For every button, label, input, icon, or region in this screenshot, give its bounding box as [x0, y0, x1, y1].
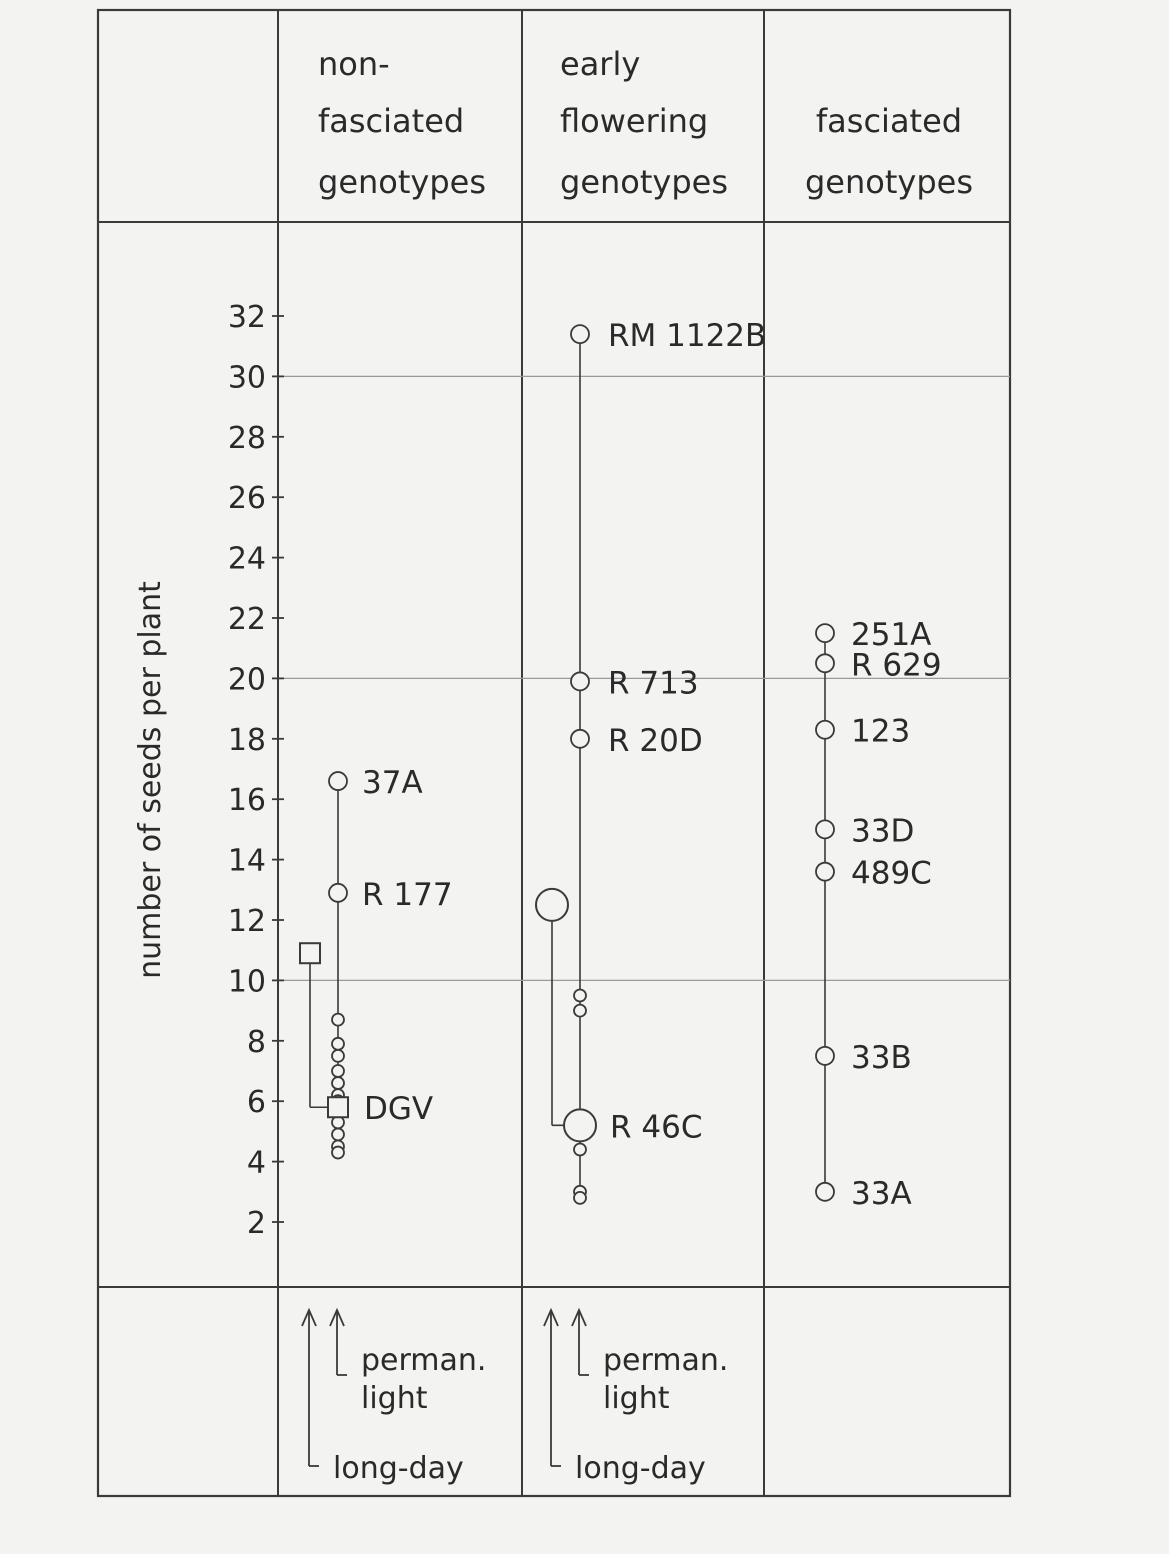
permanent-light-mean-marker — [328, 1097, 348, 1117]
genotype-point — [574, 1192, 586, 1204]
column-header-line: fasciated — [815, 102, 963, 140]
footer-permanent-light-label: light — [361, 1381, 428, 1416]
genotype-point — [574, 1144, 586, 1156]
y-tick-label: 4 — [246, 1145, 266, 1181]
genotype-point — [571, 672, 589, 690]
genotype-label: R 629 — [851, 647, 942, 684]
genotype-label: R 713 — [608, 665, 699, 702]
genotype-point — [574, 990, 586, 1002]
genotype-label: 33B — [851, 1039, 912, 1076]
column-header-line: non- — [318, 45, 390, 83]
column-header-line: fasciated — [318, 102, 465, 140]
genotype-label: DGV — [364, 1091, 434, 1128]
column-header-line: early — [560, 45, 641, 83]
footer-permanent-light-label: perman. — [603, 1343, 729, 1378]
genotype-point — [332, 1038, 344, 1050]
y-tick-label: 18 — [227, 722, 266, 758]
column-header-line: flowering — [560, 102, 709, 140]
y-tick-label: 24 — [227, 541, 266, 577]
permanent-light-mean-marker — [564, 1109, 596, 1141]
footer-long-day-label: long-day — [575, 1451, 706, 1486]
y-tick-label: 8 — [246, 1024, 266, 1060]
genotype-label: 33D — [851, 813, 915, 850]
genotype-point — [816, 624, 834, 642]
long-day-mean-marker — [536, 889, 568, 921]
column-header-line: genotypes — [560, 163, 729, 201]
genotype-point — [571, 325, 589, 343]
column-header-line: genotypes — [804, 163, 974, 201]
genotype-point — [816, 721, 834, 739]
y-tick-label: 16 — [227, 783, 266, 819]
genotype-point — [329, 772, 347, 790]
genotype-point — [332, 1147, 344, 1159]
y-axis-label: number of seeds per plant — [133, 581, 168, 979]
genotype-point — [816, 863, 834, 881]
genotype-label: 251A — [851, 617, 932, 654]
y-tick-label: 6 — [246, 1085, 266, 1121]
genotype-label: 489C — [851, 855, 932, 892]
y-tick-label: 26 — [227, 481, 266, 517]
y-tick-label: 2 — [246, 1206, 266, 1241]
genotype-point — [816, 1183, 834, 1201]
genotype-label: 33A — [851, 1175, 912, 1212]
y-tick-label: 14 — [227, 843, 266, 879]
column-header-line: genotypes — [318, 163, 487, 201]
genotype-label: 123 — [851, 713, 911, 750]
footer-permanent-light-label: light — [603, 1381, 670, 1416]
genotype-point — [332, 1065, 344, 1077]
genotype-point — [574, 1005, 586, 1017]
genotype-label: RM 1122B — [608, 318, 767, 355]
y-tick-label: 32 — [227, 300, 266, 335]
genotype-label: 37A — [362, 765, 423, 802]
genotype-point — [332, 1128, 344, 1140]
genotype-label: R 177 — [362, 876, 453, 913]
genotype-label: R 20D — [608, 722, 703, 759]
genotype-point — [571, 730, 589, 748]
y-tick-label: 10 — [227, 964, 266, 1000]
y-tick-label: 22 — [227, 602, 266, 637]
long-day-mean-marker — [300, 943, 320, 963]
genotype-point — [816, 1047, 834, 1065]
genotype-point — [816, 820, 834, 838]
footer-permanent-light-label: perman. — [361, 1343, 487, 1378]
genotype-label: R 46C — [610, 1109, 703, 1146]
genotype-point — [329, 884, 347, 902]
y-tick-label: 12 — [227, 904, 266, 939]
genotype-point — [816, 654, 834, 672]
y-tick-label: 28 — [227, 420, 266, 456]
genotype-point — [332, 1014, 344, 1026]
y-tick-label: 30 — [227, 360, 266, 396]
genotype-point — [332, 1050, 344, 1062]
y-tick-label: 20 — [227, 662, 266, 698]
footer-long-day-label: long-day — [333, 1451, 464, 1486]
genotype-point — [332, 1077, 344, 1089]
